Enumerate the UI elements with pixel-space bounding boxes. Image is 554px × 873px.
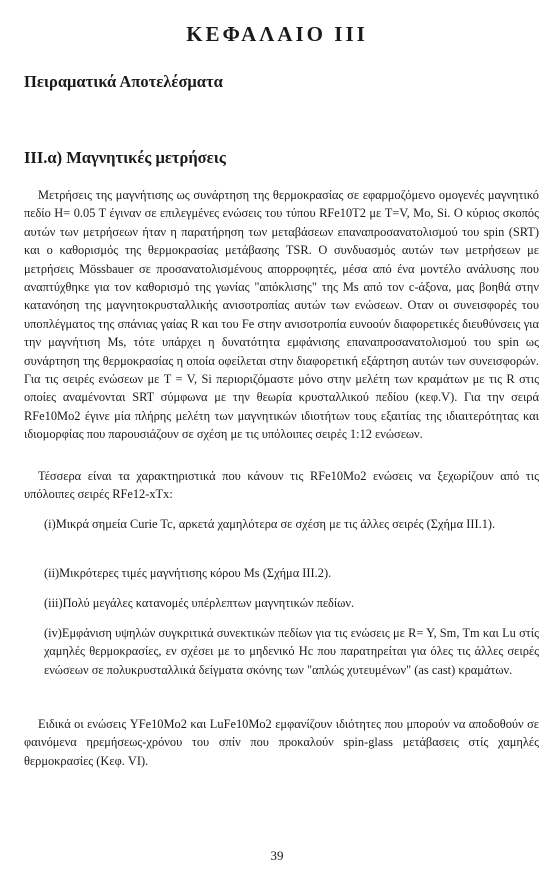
paragraph-intro: Μετρήσεις της μαγνήτισης ως συνάρτηση της θερμοκρασίας σε εφαρμοζόμενο ομογενές μαγνητικό πεδίο H= 0.05 T έγιναν σε επιλεγμένες ενώσεις του τύπου RFe10T2 με T=V, Mo, Si. Ο κύριος σκοπός αυτών των μετρήσεων ήταν η παρατήρηση των μεταβάσεων επαναπροσανατολισμού του spin (SRT) και ο καθορισμός της θερμοκρασίας μετάβασης TSR. Ο συνδυασμός αυτών των μετρήσεων με μετρήσεις Mössbauer σε προσανατολισμένους απορροφητές, μέσα από ένα μοντέλο ανάλυσης που αναπτύχθηκε για τον καθορισμό της γωνίας "απόκλισης" της Ms από τον c-άξονα, μας βοηθά στην κατανόηση της μαγνητοκρυσταλλικής ανισοτροπίας αυτών των ενώσεων. Οταν οι συνεισφορές του υποπλέγματος της σπάνιας γαίας R και του Fe στην ανισοτροπία ευνοούν διαφορετικές διευθύνσεις για την μαγνήτιση Ms, τότε υπάρχει η δυνατότητα εμφάνισης επαναπροσανατολισμού του spin ως συνάρτηση της θερμοκρασίας η οποία οφείλεται στην διαφορετική εξάρτηση αυτών των συνεισφορών. Για τις σειρές ενώσεων με T = V, Si περιοριζόμαστε μόνο στην μελέτη των κραμάτων με τις R στις οποίες αναμένονται SRT σύμφωνα με την θεωρία κρυσταλλικού πεδίου (κεφ.V). Για την σειρά RFe10Mo2 έγινε μία πλήρης μελέτη των μαγνητικών ιδιοτήτων τους εξαιτίας της ιδιαιτερότητας και ιδιομορφίας που παρουσιάζουν σε σχέση με τις υπόλοιπες σειρές 1:12 ενώσεων. — [24, 188, 539, 442]
list-item: (iv)Εμφάνιση υψηλών συγκριτικά συνεκτικών πεδίων για τις ενώσεις με R= Y, Sm, Tm και Lu στίς χαμηλές θερμοκρασίες, εν σχέσει με το μηδενικό Hc που παρατηρείται για όλες τις άλλες σειρές ενώσεων σε πολυκρυσταλλικά δείγματα σκόνης των "απλώς χυτευμένων" (as cast) κραμάτων. — [44, 626, 539, 677]
chapter-title: ΚΕΦΑΛΑΙΟ III — [186, 22, 368, 46]
paragraph-features: Τέσσερα είναι τα χαρακτηριστικά που κάνουν τις RFe10Mo2 ενώσεις να ξεχωρίζουν από τις υπόλοιπες σειρές RFe12-xTx: — [24, 469, 539, 502]
list-item: (iii)Πολύ μεγάλες κατανομές υπέρλεπτων μαγνητικών πεδίων. — [44, 596, 355, 610]
paragraph-conclusion: Ειδικά οι ενώσεις YFe10Mo2 και LuFe10Mo2 εμφανίζουν ιδιότητες που μπορούν να αποδοθούν σε φαινόμενα ηρεμήσεως-χρόνου του σπίν που προκαλούν spin-glass μετάβασεις στίς χαμηλές θερμοκρασίες (Κεφ. VI). — [24, 717, 539, 768]
page-number: 39 — [270, 848, 284, 863]
list-item: (ii)Μικρότερες τιμές μαγνήτισης κόρου Ms (Σχήμα III.2). — [44, 566, 332, 580]
list-item: (i)Μικρά σημεία Curie Tc, αρκετά χαμηλότερα σε σχέση με τις άλλες σειρές (Σχήμα III.1). — [44, 517, 496, 531]
chapter-subtitle: Πειραματικά Αποτελέσματα — [24, 72, 223, 91]
section-heading: III.α) Μαγνητικές μετρήσεις — [24, 148, 226, 167]
